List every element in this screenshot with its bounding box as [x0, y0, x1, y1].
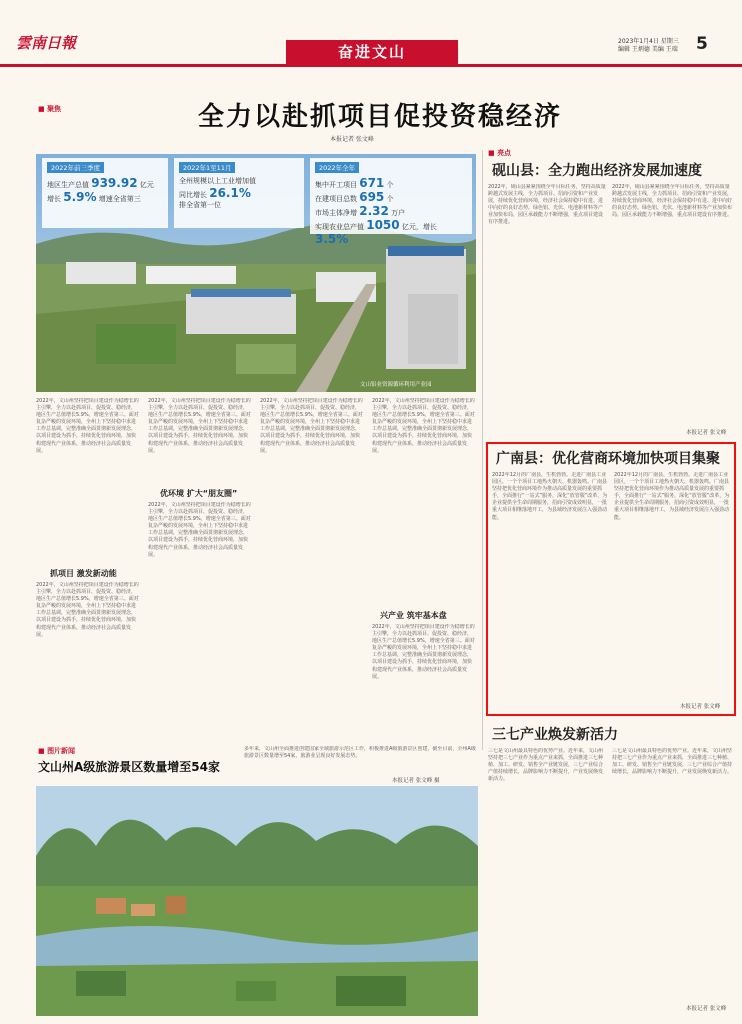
- stat-box-industry: [174, 158, 304, 228]
- stat-period: 2022年全年: [315, 162, 359, 173]
- stat-box-gdp: [42, 158, 168, 228]
- focus-tag: [38, 104, 61, 114]
- article-guangnan-body-1: 2022年12月的广南县，生机勃勃。走进广南县工业园区，一个个项目工地热火朝天、机器轰鸣。广南县坚持把优化营商环境作为推动高质量发展的重要抓手，全面推行“一站式”服务，深化“放管服”改革，为企业提供全生命周期服务，招商引资成效明显，一批重大项目相继落地开工，为县域经济发展注入强劲动能。: [492, 472, 608, 521]
- photo-caption: 文山铝业资源循环利用产业园: [360, 382, 432, 388]
- stat-label: 实现农业总产值: [315, 223, 364, 231]
- left-subhead-1: 抓项目 激发新动能: [50, 569, 117, 578]
- main-headline: 全力以赴抓项目促投资稳经济: [197, 102, 562, 132]
- editor-line: 编辑 王炳德 美编 王瑞: [618, 46, 678, 53]
- highlight-tag-label: 亮点: [497, 149, 512, 157]
- stat-period: 2022年前三季度: [47, 162, 104, 173]
- left-body-col-4: 2022年，文山州坚持把项目建设作为稳增长的主引擎，全力以赴抓项目、促投资、稳经济，地区生产总值增长5.9%，增速全省第三。面对复杂严峻的发展环境，全州上下坚持稳中求进工作总基调，完整准确全面贯彻新发展理念，以项目建设为抓手，持续优化营商环境，加快构建现代产业体系，推动经济社会高质量发展。: [372, 398, 475, 454]
- photo-news-body: 多年来，文山州全面推进创建国家全域旅游示范区工作，积极推进A级旅游景区创建，截至目前，全州A级旅游景区数量增至54家，旅游业呈现良好发展态势。: [244, 746, 476, 760]
- article-yanshan-title: 砚山县：全力跑出经济发展加速度: [492, 163, 702, 179]
- left-body-col-1b: 2022年，文山州坚持把项目建设作为稳增长的主引擎，全力以赴抓项目、促投资、稳经济，地区生产总值增长5.9%，增速全省第三。面对复杂严峻的发展环境，全州上下坚持稳中求进工作总基调，完整准确全面贯彻新发展理念，以项目建设为抓手，持续优化营商环境，加快构建现代产业体系，推动经济社会高质量发展。: [36, 582, 139, 638]
- photo-news-tag: [38, 746, 75, 756]
- stat-value: 695: [359, 190, 385, 204]
- stat-label: 地区生产总值: [47, 181, 89, 189]
- banner-divider: [0, 64, 742, 67]
- stat-note: 排全省第一位: [179, 201, 221, 209]
- stat-value: 26.1%: [209, 186, 251, 200]
- date-line: 2023年1月4日 星期三: [618, 38, 679, 45]
- stat-label: 在建项目总数: [315, 195, 357, 203]
- article-yanshan-body-1: 2022年，砚山县紧紧围绕全年目标任务，坚持高质量跨越式发展主线，全力抓项目、招商引资和产业发展，持续优化营商环境，经济社会保持稳中有进、进中向好的良好态势。绿色铝、光伏、电池新材料等产业加快布局，园区承载能力不断增强，重点项目建设有序推进。: [488, 184, 606, 226]
- article-guangnan-body-2: 2022年12月的广南县，生机勃勃。走进广南县工业园区，一个个项目工地热火朝天、机器轰鸣。广南县坚持把优化营商环境作为推动高质量发展的重要抓手，全面推行“一站式”服务，深化“放管服”改革，为企业提供全生命周期服务，招商引资成效明显，一批重大项目相继落地开工，为县域经济发展注入强劲动能。: [614, 472, 730, 521]
- column-divider: [482, 150, 483, 750]
- article-sanqi-byline: 本报记者 张文峰: [686, 1006, 727, 1012]
- article-yanshan-body-2: 2022年，砚山县紧紧围绕全年目标任务，坚持高质量跨越式发展主线，全力抓项目、招商引资和产业发展，持续优化营商环境，经济社会保持稳中有进、进中向好的良好态势。绿色铝、光伏、电池新材料等产业加快布局，园区承载能力不断增强，重点项目建设有序推进。: [612, 184, 732, 219]
- stat-value: 671: [359, 176, 385, 190]
- page-number: 5: [696, 34, 708, 54]
- article-guangnan-title: 广南县：优化营商环境加快项目集聚: [496, 451, 720, 467]
- left-body-col-1: 2022年，文山州坚持把项目建设作为稳增长的主引擎，全力以赴抓项目、促投资、稳经济，地区生产总值增长5.9%，增速全省第三。面对复杂严峻的发展环境，全州上下坚持稳中求进工作总基调，完整准确全面贯彻新发展理念，以项目建设为抓手，持续优化营商环境，加快构建现代产业体系，推动经济社会高质量发展。: [36, 398, 139, 454]
- issue-date: [618, 38, 690, 54]
- stat-period: 2022年1至11月: [179, 162, 235, 173]
- left-body-col-3: 2022年，文山州坚持把项目建设作为稳增长的主引擎，全力以赴抓项目、促投资、稳经济，地区生产总值增长5.9%，增速全省第三。面对复杂严峻的发展环境，全州上下坚持稳中求进工作总基调，完整准确全面贯彻新发展理念，以项目建设为抓手，持续优化营商环境，加快构建现代产业体系，推动经济社会高质量发展。: [260, 398, 363, 454]
- main-byline: 本报记者 张文峰: [330, 136, 374, 143]
- highlight-tag: [488, 148, 511, 158]
- stat-label: 增长: [47, 195, 61, 203]
- left-body-col-4b: 2022年，文山州坚持把项目建设作为稳增长的主引擎，全力以赴抓项目、促投资、稳经济，地区生产总值增长5.9%，增速全省第三。面对复杂严峻的发展环境，全州上下坚持稳中求进工作总基调，完整准确全面贯彻新发展理念，以项目建设为抓手，持续优化营商环境，加快构建现代产业体系，推动经济社会高质量发展。: [372, 624, 475, 680]
- left-body-col-2: 2022年，文山州坚持把项目建设作为稳增长的主引擎，全力以赴抓项目、促投资、稳经济，地区生产总值增长5.9%，增速全省第三。面对复杂严峻的发展环境，全州上下坚持稳中求进工作总基调，完整准确全面贯彻新发展理念，以项目建设为抓手，持续优化营商环境，加快构建现代产业体系，推动经济社会高质量发展。: [148, 398, 251, 454]
- stat-value: 3.5%: [315, 232, 349, 246]
- photo-news-byline: 本报记者 张文峰 摄: [392, 778, 440, 784]
- stat-value: 939.92: [91, 176, 138, 190]
- stat-label: 同比增长: [179, 191, 207, 199]
- karst-landscape-illustration: [36, 786, 478, 1016]
- article-sanqi-title: 三七产业焕发新活力: [492, 727, 618, 743]
- left-subhead-2: 优环境 扩大“朋友圈”: [160, 489, 238, 498]
- tag-bullet-icon: ■: [38, 747, 45, 755]
- stat-suffix: 增速全省第三: [98, 195, 141, 203]
- article-sanqi-body-2: 三七是文山州最具特色的优势产业。近年来，文山州坚持把三七产业作为重点产业来抓，全面推进三七种植、加工、研发、销售全产业链发展，三七产业综合产值持续增长，品牌影响力不断提升，产业发展焕发新活力。: [612, 748, 732, 776]
- stat-unit: 亿元，增长: [401, 223, 437, 231]
- photo-news-title: 文山州A级旅游景区数量增至54家: [38, 760, 220, 774]
- tag-bullet-icon: ■: [488, 149, 495, 157]
- stat-label: 集中开工项目: [315, 181, 357, 189]
- article-sanqi-body-1: 三七是文山州最具特色的优势产业。近年来，文山州坚持把三七产业作为重点产业来抓，全面推进三七种植、加工、研发、销售全产业链发展，三七产业综合产值持续增长，品牌影响力不断提升，产业发展焕发新活力。: [488, 748, 604, 783]
- stat-box-projects: [310, 158, 472, 246]
- photo-news-tag-label: 图片新闻: [47, 747, 76, 755]
- stat-unit: 万户: [391, 209, 406, 217]
- stat-unit: 个: [386, 195, 394, 203]
- stat-value: 1050: [366, 218, 400, 232]
- left-subhead-3: 兴产业 筑牢基本盘: [380, 611, 447, 620]
- scenic-area-photo: [36, 786, 478, 1016]
- left-body-col-2b: 2022年，文山州坚持把项目建设作为稳增长的主引擎，全力以赴抓项目、促投资、稳经济，地区生产总值增长5.9%，增速全省第三。面对复杂严峻的发展环境，全州上下坚持稳中求进工作总基调，完整准确全面贯彻新发展理念，以项目建设为抓手，持续优化营商环境，加快构建现代产业体系，推动经济社会高质量发展。: [148, 502, 251, 558]
- stat-value: 5.9%: [63, 190, 97, 204]
- newspaper-logo: 雲南日報: [16, 34, 77, 52]
- stat-unit: 亿元: [139, 181, 154, 189]
- focus-tag-label: 聚焦: [47, 105, 62, 113]
- stat-value: 2.32: [359, 204, 389, 218]
- tag-bullet-icon: ■: [38, 105, 45, 113]
- stat-unit: 个: [386, 181, 394, 189]
- stat-label: 市场主体净增: [315, 209, 357, 217]
- article-guangnan-byline: 本报记者 张文峰: [680, 704, 721, 710]
- article-yanshan-byline: 本报记者 张文峰: [686, 430, 727, 436]
- section-banner: 奋进文山: [286, 40, 458, 64]
- stat-label: 全州规模以上工业增加值: [179, 177, 256, 185]
